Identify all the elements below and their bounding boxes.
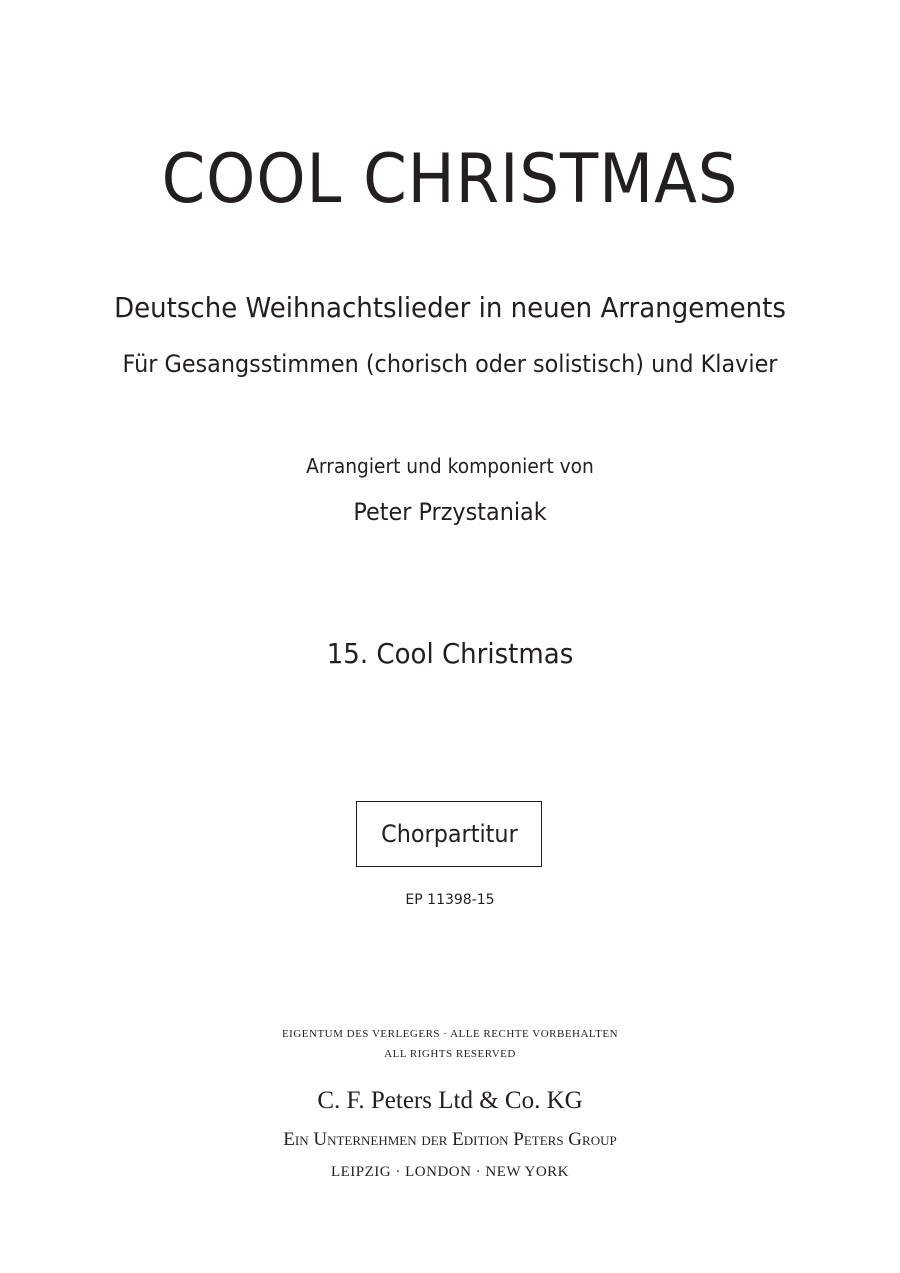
subtitle: Deutsche Weihnachtslieder in neuen Arrangements [114,291,786,324]
subtitle-voices: Für Gesangsstimmen (chorisch oder solistisch) und Klavier [122,350,778,378]
catalog-number: EP 11398-15 [405,892,495,908]
song-title: 15. Cool Christmas [326,637,574,670]
publisher-name: C. F. Peters Ltd & Co. KG [317,1087,583,1114]
publisher-group: Ein Unternehmen der Edition Peters Group [283,1129,617,1150]
edition-type-label: Chorpartitur [380,820,518,848]
edition-type-box [356,801,542,867]
main-title: COOL CHRISTMAS [161,140,739,219]
composer-name: Peter Przystaniak [353,498,547,526]
rights-notice-line2: ALL RIGHTS RESERVED [384,1048,516,1060]
rights-notice-line1: EIGENTUM DES VERLEGERS · ALLE RECHTE VORBEHALTEN [281,1028,619,1040]
publisher-cities: LEIPZIG · LONDON · NEW YORK [330,1164,570,1180]
arranged-by-label: Arrangiert und komponiert von [306,454,594,478]
